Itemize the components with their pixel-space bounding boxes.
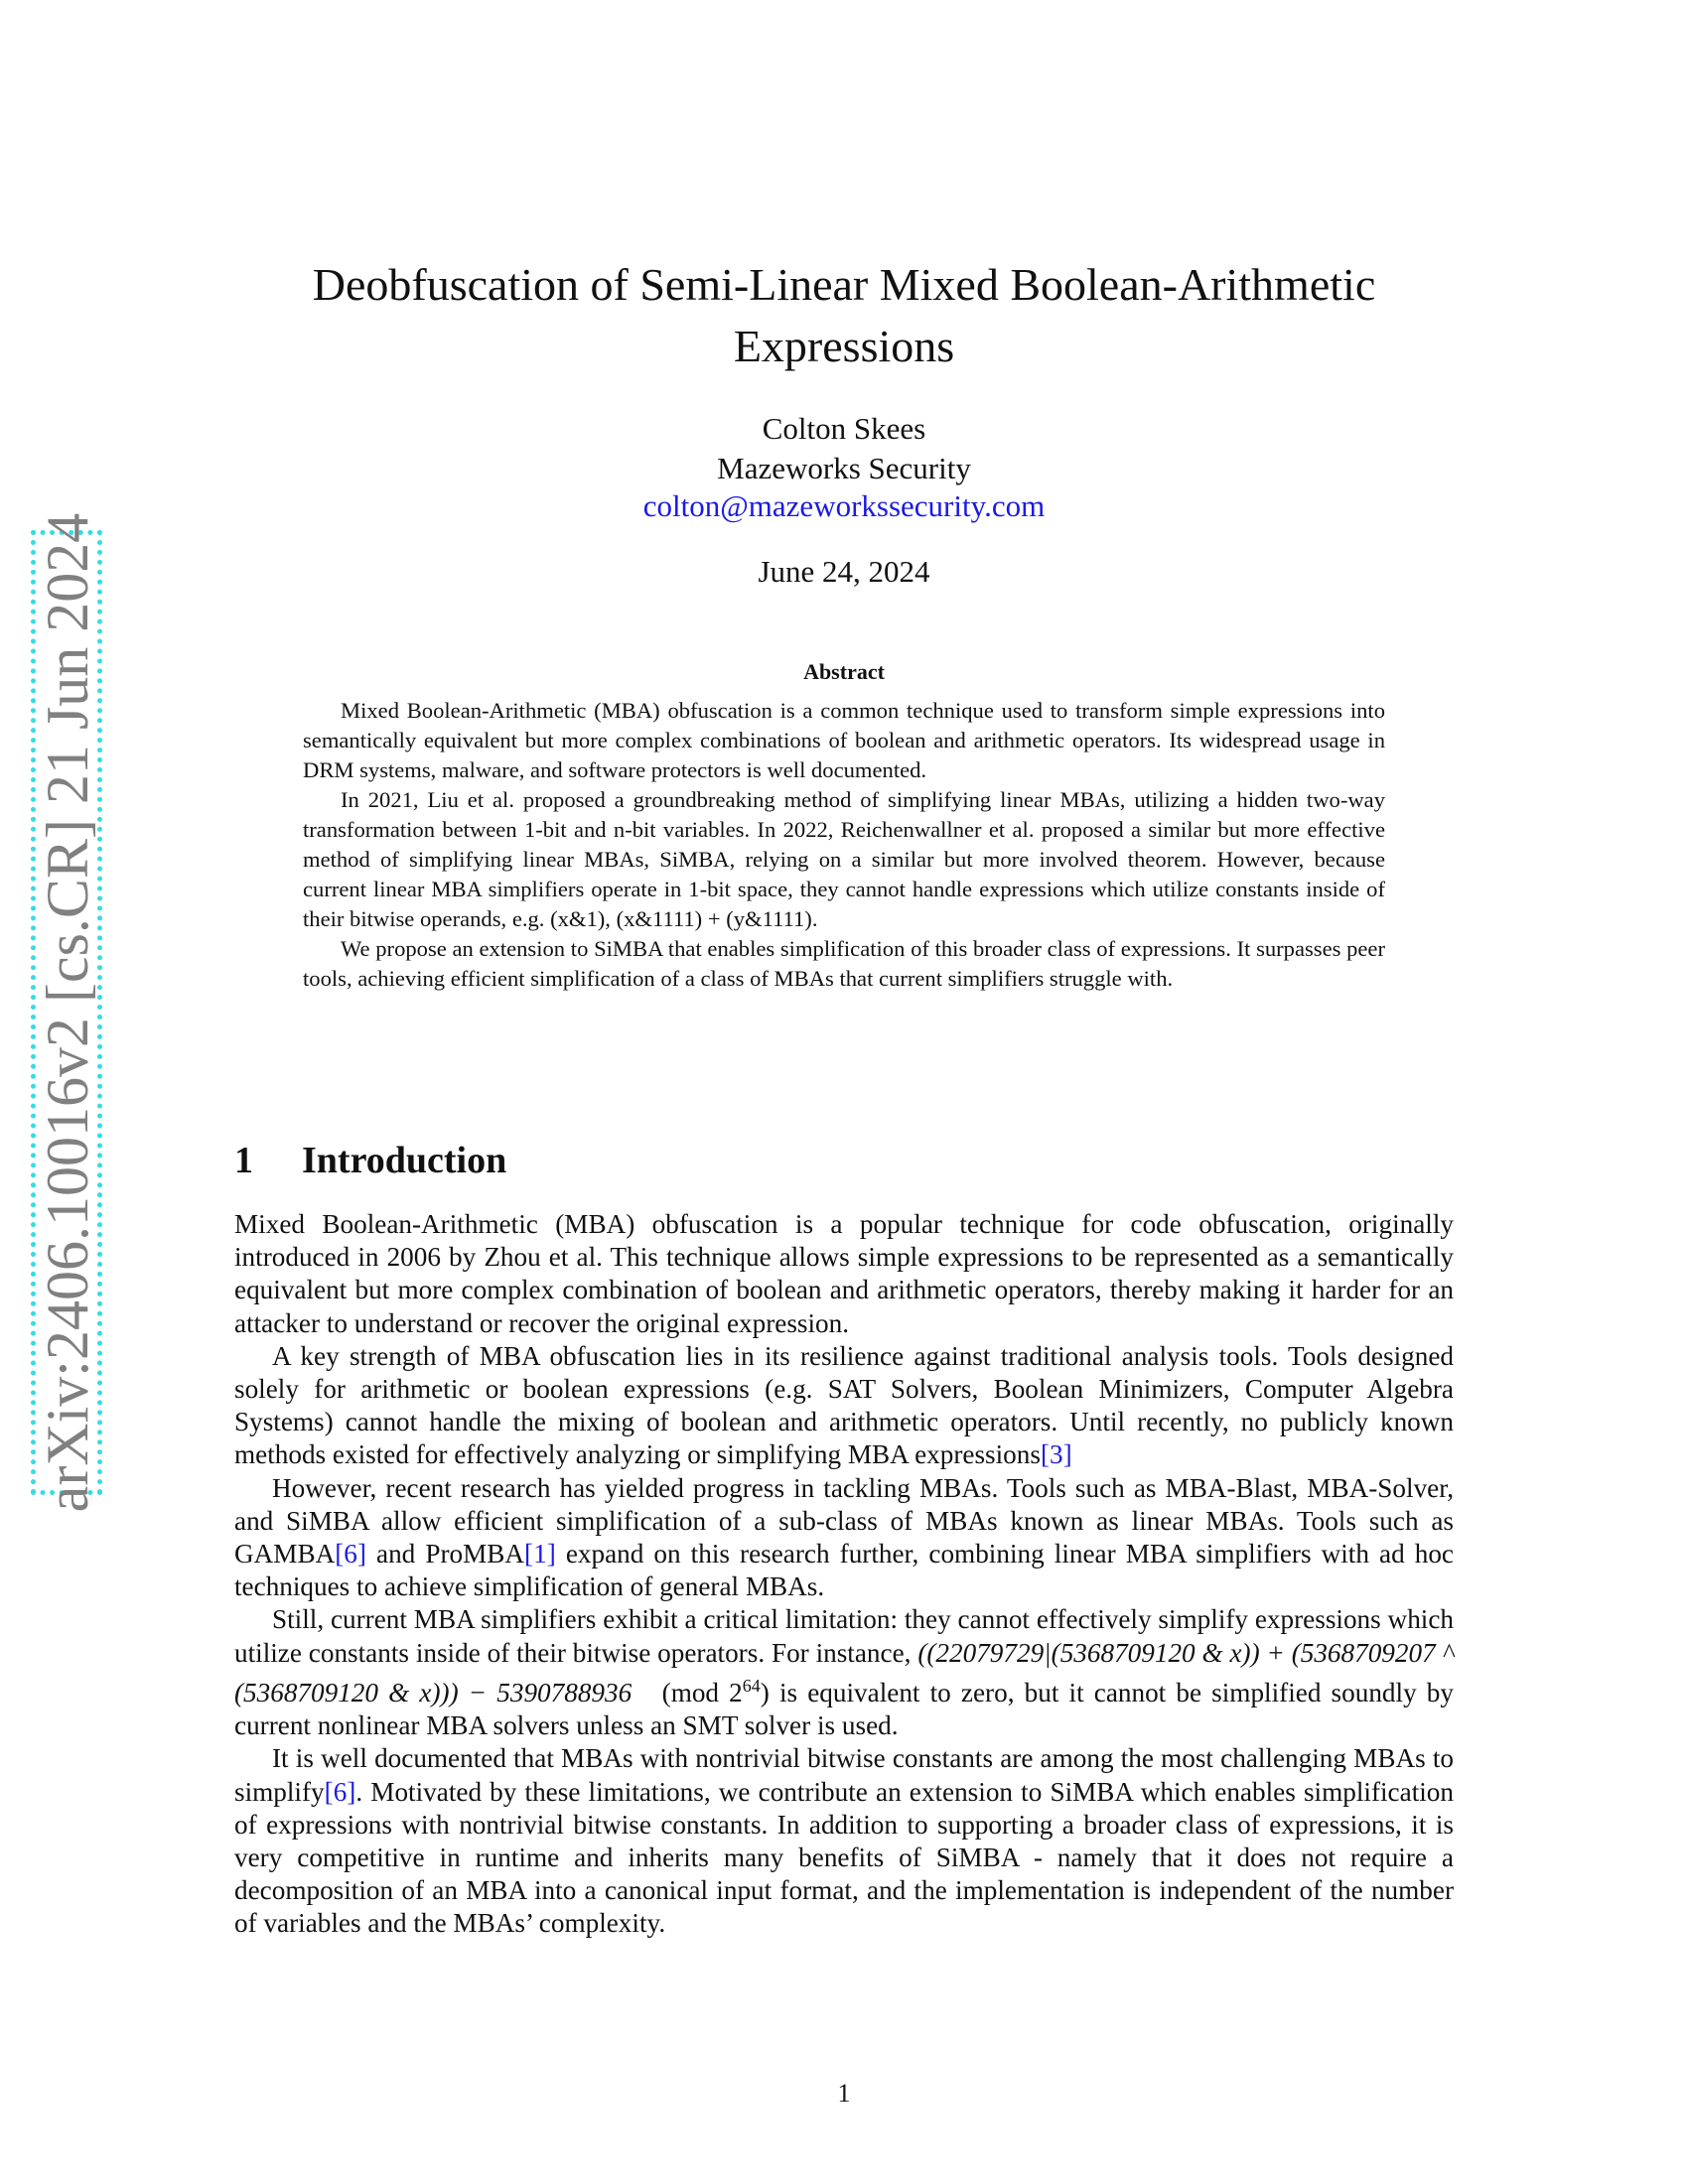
body-paragraph: However, recent research has yielded progress in tackling MBAs. Tools such as MBA-Blast, MBA-Solver, and SiMBA allow efficient simplification of a sub-class of MBAs known as linear MBAs. Tools such as GAMBA[6] and ProMBA[1] expand on this research further, combining linear MBA simplifiers with ad hoc techniques to achieve simplification of general MBAs. — [234, 1472, 1454, 1602]
paper-title-line-1: Deobfuscation of Semi-Linear Mixed Boolean-Arithmetic — [312, 259, 1376, 310]
page-number: 1 — [837, 2079, 851, 2108]
math-formula: ((22079729|(5368709120 & x)) + (5368709207 ^ (5368709120 & x))) − 5390788936 — [234, 1637, 1455, 1707]
citation-link-1[interactable]: [1] — [524, 1539, 556, 1570]
paper-title-line-2: Expressions — [733, 321, 955, 371]
arxiv-identifier: arXiv:2406.10016v2 [cs.CR] 21 Jun 2024 — [35, 512, 101, 1513]
paper-title — [0, 254, 1688, 377]
section-number: 1 — [234, 1140, 253, 1181]
abstract-body — [303, 696, 1385, 994]
body-paragraph: A key strength of MBA obfuscation lies in its resilience against traditional analysis tools. Tools designed solely for arithmetic or boolean expressions (e.g. SAT Solvers, Boolean Minimizers, Computer Algebra Systems) cannot handle the mixing of boolean and arithmetic operators. Until recently, no publicly known methods existed for effectively analyzing or simplifying MBA expressions[3] — [234, 1340, 1454, 1470]
paper-date: June 24, 2024 — [758, 554, 930, 589]
author-name: Colton Skees — [762, 411, 926, 446]
body-paragraph: It is well documented that MBAs with nontrivial bitwise constants are among the most challenging MBAs to simplify[6]. Motivated by these limitations, we contribute an extension to SiMBA which enables simplification of expressions with nontrivial bitwise constants. In addition to supporting a broader class of expressions, it is very competitive in runtime and inherits many benefits of SiMBA - namely that it does not require a decomposition of an MBA into a canonical input format, and the implementation is independent of the number of variables and the MBAs’ complexity. — [234, 1743, 1454, 1939]
introduction-body — [234, 1208, 1454, 1941]
author-affiliation: Mazeworks Security — [717, 451, 971, 485]
citation-link-6[interactable]: [6] — [324, 1776, 356, 1807]
body-paragraph: Mixed Boolean-Arithmetic (MBA) obfuscation is a popular technique for code obfuscation, originally introduced in 2006 by Zhou et al. This technique allows simple expressions to be represented as a semantically equivalent but more complex combination of boolean and arithmetic operators, thereby making it harder for an attacker to understand or recover the original expression. — [234, 1209, 1454, 1338]
abstract-heading: Abstract — [803, 659, 885, 684]
abstract-paragraph: Mixed Boolean-Arithmetic (MBA) obfuscation is a common technique used to transform simple expressions into semantically equivalent but more complex combinations of boolean and arithmetic operators. Its widespread usage in DRM systems, malware, and software protectors is well documented. — [303, 698, 1385, 782]
math-exponent: 64 — [742, 1675, 761, 1696]
body-paragraph: Still, current MBA simplifiers exhibit a critical limitation: they cannot effectively simplify expressions which utilize constants inside of their bitwise operators. For instance, ((22079729|(5368709120 & x)) + (5368709207 ^ (5368709120 & x))) − 5390788936 (mod $2^{64}$) is equivalent to zero, but it cannot be simplified soundly by current nonlinear MBA solvers unless an SMT solver is used. — [234, 1604, 1455, 1741]
abstract-paragraph: We propose an extension to SiMBA that enables simplification of this broader class of expressions. It surpasses peer tools, achieving efficient simplification of a class of MBAs that current simplifiers struggle with. — [303, 936, 1385, 991]
citation-link-6[interactable]: [6] — [335, 1539, 366, 1570]
section-title: Introduction — [302, 1140, 507, 1181]
section-heading-introduction — [234, 1137, 506, 1184]
math-mod: (mod 2 — [661, 1677, 743, 1707]
citation-link-3[interactable]: [3] — [1040, 1439, 1072, 1470]
abstract-paragraph: In 2021, Liu et al. proposed a groundbreaking method of simplifying linear MBAs, utilizing a hidden two-way transformation between 1-bit and n-bit variables. In 2022, Reichenwallner et al. proposed a similar but more effective method of simplifying linear MBAs, SiMBA, relying on a similar but more involved theorem. However, because current linear MBA simplifiers operate in 1-bit space, they cannot handle expressions which utilize constants inside of their bitwise operands, e.g. (x&1), (x&1111) + (y&1111). — [303, 787, 1385, 931]
author-email-link[interactable]: colton@mazeworkssecurity.com — [642, 488, 1046, 523]
